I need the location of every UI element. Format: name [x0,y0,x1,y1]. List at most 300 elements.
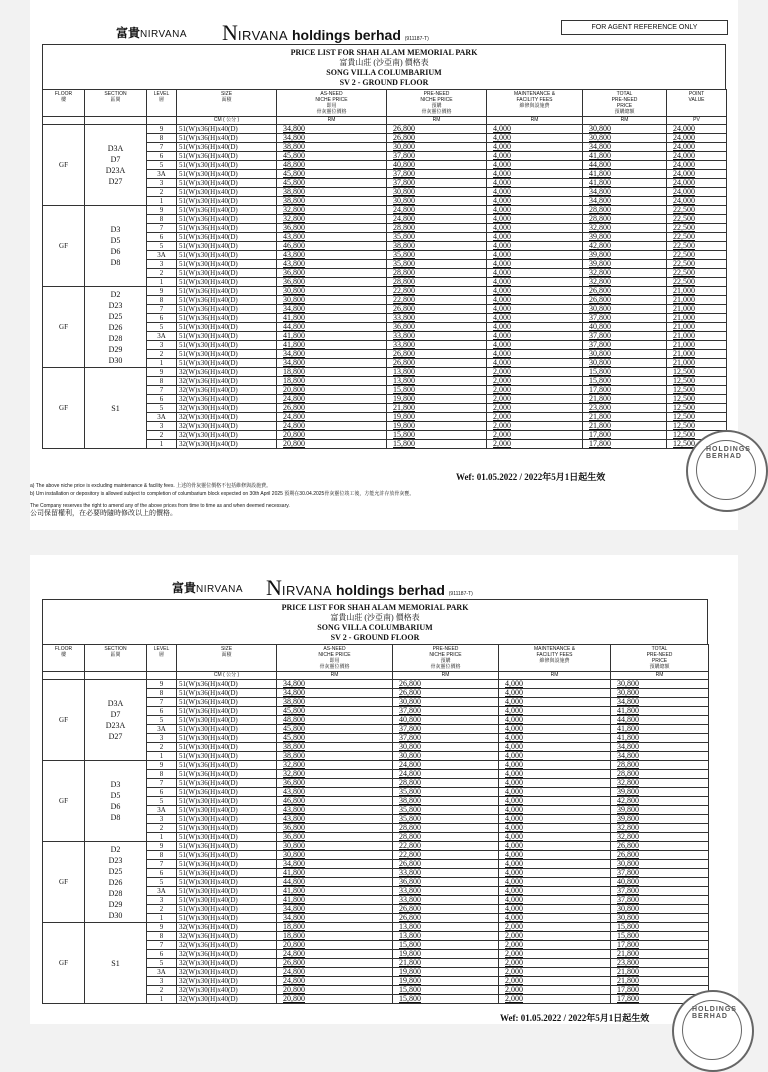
level-cell: 2 [147,743,177,752]
point-value-cell: 12,500 [667,431,727,440]
fugui-nirvana-logo: 富貴NIRVANA [116,26,188,40]
section-code: D25 [108,866,123,876]
level-cell: 7 [147,779,177,788]
size-cell: 51(W)x30(H)x40(D) [177,188,277,197]
pre-need-price-cell: 35,800 [393,788,499,797]
as-need-price-cell: 41,800 [277,869,393,878]
pre-need-price-cell: 35,800 [387,260,487,269]
size-cell: 51(W)x36(H)x40(D) [177,287,277,296]
total-price-cell: 21,800 [611,950,709,959]
maintenance-fee-cell: 4,000 [499,734,611,743]
total-price-cell: 17,800 [583,431,667,440]
unit-row [43,117,727,125]
point-value-cell: 12,500 [667,368,727,377]
point-value-cell: 24,000 [667,188,727,197]
maintenance-fee-cell: 4,000 [499,707,611,716]
level-cell: 5 [147,959,177,968]
as-need-price-cell: 45,800 [277,179,387,188]
section-code: D8 [110,813,121,822]
level-cell: 3 [147,422,177,431]
total-price-cell: 17,800 [611,941,709,950]
total-price-cell: 44,800 [583,161,667,170]
size-cell: 32(W)x36(H)x40(D) [177,386,277,395]
as-need-price-cell: 43,800 [277,788,393,797]
maintenance-fee-cell: 4,000 [499,851,611,860]
level-cell: 6 [147,869,177,878]
total-price-cell: 41,800 [583,152,667,161]
pre-need-price-cell: 15,800 [387,431,487,440]
level-cell: 9 [147,368,177,377]
as-need-price-cell: 32,800 [277,206,387,215]
point-value-cell: 24,000 [667,134,727,143]
point-value-cell: 22,500 [667,224,727,233]
size-cell: 51(W)x36(H)x40(D) [177,305,277,314]
as-need-price-cell: 34,800 [277,350,387,359]
pre-need-price-cell: 21,800 [393,959,499,968]
level-cell: 1 [147,914,177,923]
as-need-price-cell: 44,800 [277,323,387,332]
size-cell: 51(W)x36(H)x40(D) [177,869,277,878]
size-cell: 51(W)x30(H)x40(D) [177,269,277,278]
size-cell: 51(W)x30(H)x40(D) [177,359,277,368]
maintenance-fee-cell: 4,000 [487,287,583,296]
maintenance-fee-cell: 4,000 [499,761,611,770]
as-need-price-cell: 18,800 [277,368,387,377]
pre-need-price-cell: 35,800 [387,233,487,242]
level-cell: 6 [147,707,177,716]
level-cell: 3A [147,413,177,422]
floor-cell: GF [43,923,85,1004]
level-cell: 3A [147,806,177,815]
total-price-cell: 30,800 [611,914,709,923]
size-cell: 32(W)x30(H)x40(D) [177,404,277,413]
size-cell: 32(W)x36(H)x40(D) [177,950,277,959]
maintenance-fee-cell: 4,000 [499,833,611,842]
point-value-cell: 12,500 [667,395,727,404]
maintenance-fee-cell: 4,000 [487,197,583,206]
section-cell [85,125,147,206]
header-total: TOTAL PRE-NEED PRICE 預購總額 [611,645,709,672]
pre-need-price-cell: 37,800 [387,170,487,179]
as-need-price-cell: 18,800 [277,932,393,941]
total-price-cell: 41,800 [583,170,667,179]
section-code: D6 [110,802,121,811]
pre-need-price-cell: 28,800 [387,278,487,287]
total-price-cell: 17,800 [583,440,667,449]
pre-need-price-cell: 22,800 [387,287,487,296]
level-cell: 2 [147,350,177,359]
as-need-price-cell: 45,800 [277,707,393,716]
point-value-cell: 21,000 [667,287,727,296]
size-cell: 51(W)x36(H)x40(D) [177,125,277,134]
pre-need-price-cell: 28,800 [393,779,499,788]
size-cell: 51(W)x36(H)x40(D) [177,788,277,797]
unit-rm: RM [583,117,667,125]
level-cell: 9 [147,923,177,932]
section-code: D23A [105,721,126,730]
level-cell: 2 [147,269,177,278]
maintenance-fee-cell: 2,000 [499,968,611,977]
table-row [43,923,709,932]
pre-need-price-cell: 37,800 [387,179,487,188]
maintenance-fee-cell: 4,000 [487,323,583,332]
section-code: D3A [107,699,124,708]
section-code: D3A [107,144,124,153]
as-need-price-cell: 20,800 [277,995,393,1004]
total-price-cell: 15,800 [611,932,709,941]
pre-need-price-cell: 22,800 [393,842,499,851]
level-cell: 8 [147,215,177,224]
header-preneed: PRE-NEED NICHE PRICE 預購 骨灰靈位價格 [387,90,487,117]
total-price-cell: 37,800 [611,896,709,905]
pre-need-price-cell: 13,800 [393,932,499,941]
level-cell: 3A [147,170,177,179]
pre-need-price-cell: 30,800 [387,143,487,152]
maintenance-fee-cell: 2,000 [487,413,583,422]
size-cell: 51(W)x30(H)x40(D) [177,278,277,287]
pre-need-price-cell: 19,800 [393,968,499,977]
maintenance-fee-cell: 2,000 [499,959,611,968]
total-price-cell: 39,800 [611,815,709,824]
as-need-price-cell: 46,800 [277,242,387,251]
header-maint: MAINTENANCE & FACILITY FEES 維修與設施費 [487,90,583,117]
size-cell: 51(W)x30(H)x40(D) [177,905,277,914]
size-cell: 51(W)x36(H)x40(D) [177,134,277,143]
total-price-cell: 28,800 [583,215,667,224]
total-price-cell: 32,800 [583,278,667,287]
table-row [43,842,709,851]
maintenance-fee-cell: 4,000 [499,743,611,752]
price-list-title-block [42,44,726,89]
level-cell: 8 [147,377,177,386]
pre-need-price-cell: 15,800 [387,440,487,449]
level-cell: 3 [147,734,177,743]
total-price-cell: 28,800 [583,206,667,215]
total-price-cell: 21,800 [611,977,709,986]
level-cell: 3 [147,179,177,188]
pre-need-price-cell: 19,800 [387,395,487,404]
size-cell: 51(W)x30(H)x40(D) [177,161,277,170]
total-price-cell: 40,800 [611,878,709,887]
section-code: D3 [110,780,121,789]
size-cell: 51(W)x36(H)x40(D) [177,851,277,860]
section-cell [85,923,147,1004]
size-cell: 32(W)x36(H)x40(D) [177,932,277,941]
maintenance-fee-cell: 2,000 [499,923,611,932]
point-value-cell: 24,000 [667,197,727,206]
total-price-cell: 37,800 [583,314,667,323]
pre-need-price-cell: 19,800 [387,413,487,422]
floor-cell: GF [43,125,85,206]
company-seal-stamp: HOLDINGS BERHAD [686,430,768,512]
as-need-price-cell: 45,800 [277,734,393,743]
price-table [42,644,709,1004]
as-need-price-cell: 36,800 [277,824,393,833]
floor-cell: GF [43,206,85,287]
total-price-cell: 39,800 [583,260,667,269]
as-need-price-cell: 36,800 [277,779,393,788]
size-cell: 51(W)x30(H)x40(D) [177,752,277,761]
point-value-cell: 12,500 [667,404,727,413]
section-code: D2 [110,289,121,299]
as-need-price-cell: 34,800 [277,914,393,923]
section-cell [85,287,147,368]
as-need-price-cell: 24,800 [277,968,393,977]
as-need-price-cell: 32,800 [277,215,387,224]
maintenance-fee-cell: 2,000 [487,404,583,413]
level-cell: 1 [147,833,177,842]
as-need-price-cell: 41,800 [277,887,393,896]
size-cell: 51(W)x30(H)x40(D) [177,824,277,833]
size-cell: 51(W)x36(H)x40(D) [177,680,277,689]
size-cell: 51(W)x30(H)x40(D) [177,815,277,824]
point-value-cell: 21,000 [667,323,727,332]
total-price-cell: 42,800 [583,242,667,251]
as-need-price-cell: 32,800 [277,761,393,770]
as-need-price-cell: 34,800 [277,125,387,134]
level-cell: 8 [147,932,177,941]
header-preneed: PRE-NEED NICHE PRICE 預購 骨灰靈位價格 [393,645,499,672]
as-need-price-cell: 20,800 [277,440,387,449]
as-need-price-cell: 38,800 [277,698,393,707]
maintenance-fee-cell: 4,000 [499,752,611,761]
total-price-cell: 15,800 [611,923,709,932]
size-cell: 51(W)x36(H)x40(D) [177,770,277,779]
pre-need-price-cell: 22,800 [393,851,499,860]
effective-date: Wef: 01.05.2022 / 2022年5月1日起生效 [500,1013,650,1023]
level-cell: 2 [147,986,177,995]
size-cell: 32(W)x30(H)x40(D) [177,986,277,995]
total-price-cell: 32,800 [611,833,709,842]
floor-cell: GF [43,368,85,449]
maintenance-fee-cell: 4,000 [487,305,583,314]
unit-rm: RM [393,672,499,680]
maintenance-fee-cell: 4,000 [487,179,583,188]
total-price-cell: 41,800 [583,179,667,188]
maintenance-fee-cell: 4,000 [487,341,583,350]
level-cell: 3 [147,341,177,350]
header-maint: MAINTENANCE & FACILITY FEES 維修與設施費 [499,645,611,672]
level-cell: 7 [147,305,177,314]
section-code: D5 [110,236,121,245]
as-need-price-cell: 24,800 [277,422,387,431]
point-value-cell: 22,500 [667,206,727,215]
total-price-cell: 34,800 [611,752,709,761]
section-code: D23 [108,300,123,310]
pre-need-price-cell: 33,800 [393,869,499,878]
size-cell: 51(W)x30(H)x40(D) [177,179,277,188]
header-section: SECTION 區間 [85,90,147,117]
level-cell: 6 [147,395,177,404]
size-cell: 51(W)x30(H)x40(D) [177,251,277,260]
maintenance-fee-cell: 4,000 [487,125,583,134]
point-value-cell: 21,000 [667,296,727,305]
level-cell: 7 [147,143,177,152]
point-value-cell: 24,000 [667,125,727,134]
as-need-price-cell: 43,800 [277,815,393,824]
as-need-price-cell: 18,800 [277,923,393,932]
point-value-cell: 22,500 [667,215,727,224]
maintenance-fee-cell: 4,000 [499,698,611,707]
note-reservation-zh: 公司保留權利，在必要時隨時修改以上的價格。 [30,510,177,517]
total-price-cell: 37,800 [583,341,667,350]
section-cell [85,206,147,287]
as-need-price-cell: 34,800 [277,689,393,698]
title-zh: 富貴山莊 (沙亞南) 價格表 [330,613,420,622]
size-cell: 51(W)x30(H)x40(D) [177,341,277,350]
section-cell [85,761,147,842]
as-need-price-cell: 34,800 [277,305,387,314]
as-need-price-cell: 36,800 [277,224,387,233]
size-cell: 51(W)x30(H)x40(D) [177,197,277,206]
point-value-cell: 22,500 [667,269,727,278]
section-code: D28 [108,888,123,898]
maintenance-fee-cell: 4,000 [499,815,611,824]
as-need-price-cell: 24,800 [277,413,387,422]
section-code: D7 [110,155,121,164]
as-need-price-cell: 38,800 [277,743,393,752]
maintenance-fee-cell: 2,000 [487,377,583,386]
as-need-price-cell: 38,800 [277,752,393,761]
header-floor: FLOOR 樓 [43,645,85,672]
maintenance-fee-cell: 4,000 [487,161,583,170]
title-zh: 富貴山莊 (沙亞南) 價格表 [339,58,429,67]
level-cell: 8 [147,296,177,305]
as-need-price-cell: 45,800 [277,725,393,734]
as-need-price-cell: 36,800 [277,833,393,842]
title-en: PRICE LIST FOR SHAH ALAM MEMORIAL PARK [281,603,469,612]
level-cell: 3A [147,725,177,734]
maintenance-fee-cell: 2,000 [487,431,583,440]
size-cell: 32(W)x36(H)x40(D) [177,395,277,404]
point-value-cell: 21,000 [667,341,727,350]
point-value-cell: 21,000 [667,350,727,359]
total-price-cell: 30,800 [611,689,709,698]
total-price-cell: 32,800 [583,224,667,233]
maintenance-fee-cell: 4,000 [487,134,583,143]
total-price-cell: 39,800 [583,233,667,242]
total-price-cell: 30,800 [611,905,709,914]
size-cell: 32(W)x30(H)x40(D) [177,422,277,431]
size-cell: 32(W)x30(H)x40(D) [177,995,277,1004]
as-need-price-cell: 24,800 [277,395,387,404]
size-cell: 51(W)x30(H)x40(D) [177,734,277,743]
size-cell: 51(W)x36(H)x40(D) [177,761,277,770]
maintenance-fee-cell: 4,000 [487,269,583,278]
level-cell: 9 [147,761,177,770]
maintenance-fee-cell: 4,000 [499,887,611,896]
maintenance-fee-cell: 4,000 [487,170,583,179]
as-need-price-cell: 24,800 [277,950,393,959]
header-level: LEVEL 層 [147,645,177,672]
as-need-price-cell: 32,800 [277,770,393,779]
level-cell: 2 [147,824,177,833]
maintenance-fee-cell: 4,000 [487,350,583,359]
subtitle-floor: SV 2 - GROUND FLOOR [330,633,420,642]
maintenance-fee-cell: 2,000 [487,395,583,404]
pre-need-price-cell: 26,800 [387,359,487,368]
pre-need-price-cell: 35,800 [387,251,487,260]
size-cell: 51(W)x30(H)x40(D) [177,887,277,896]
size-cell: 32(W)x36(H)x40(D) [177,923,277,932]
pre-need-price-cell: 36,800 [387,323,487,332]
level-cell: 3 [147,815,177,824]
point-value-cell: 12,500 [667,377,727,386]
agent-reference-label: FOR AGENT REFERENCE ONLY [561,20,728,35]
total-price-cell: 34,800 [583,188,667,197]
total-price-cell: 34,800 [583,143,667,152]
as-need-price-cell: 43,800 [277,233,387,242]
total-price-cell: 17,800 [611,986,709,995]
pre-need-price-cell: 28,800 [387,269,487,278]
maintenance-fee-cell: 4,000 [487,296,583,305]
maintenance-fee-cell: 2,000 [499,995,611,1004]
total-price-cell: 39,800 [611,788,709,797]
maintenance-fee-cell: 4,000 [487,152,583,161]
size-cell: 51(W)x30(H)x40(D) [177,833,277,842]
total-price-cell: 21,800 [583,395,667,404]
size-cell: 51(W)x30(H)x40(D) [177,914,277,923]
page-header [30,555,738,599]
level-cell: 1 [147,440,177,449]
maintenance-fee-cell: 4,000 [487,206,583,215]
section-cell [85,842,147,923]
unit-rm: RM [277,672,393,680]
pre-need-price-cell: 36,800 [393,878,499,887]
as-need-price-cell: 30,800 [277,842,393,851]
as-need-price-cell: 45,800 [277,170,387,179]
as-need-price-cell: 20,800 [277,986,393,995]
subtitle-floor: SV 2 - GROUND FLOOR [339,78,429,87]
pre-need-price-cell: 15,800 [393,995,499,1004]
unit-rm: RM [487,117,583,125]
total-price-cell: 41,800 [611,725,709,734]
unit-rm: RM [387,117,487,125]
point-value-cell: 12,500 [667,422,727,431]
section-code: D29 [108,344,123,354]
pre-need-price-cell: 19,800 [387,422,487,431]
section-code: D5 [110,791,121,800]
header-size: SIZE 面積 [177,90,277,117]
pre-need-price-cell: 28,800 [387,224,487,233]
pre-need-price-cell: 28,800 [393,824,499,833]
level-cell: 3A [147,332,177,341]
pre-need-price-cell: 26,800 [393,905,499,914]
size-cell: 51(W)x30(H)x40(D) [177,716,277,725]
as-need-price-cell: 34,800 [277,905,393,914]
size-cell: 51(W)x30(H)x40(D) [177,806,277,815]
total-price-cell: 44,800 [611,716,709,725]
as-need-price-cell: 24,800 [277,977,393,986]
level-cell: 9 [147,206,177,215]
size-cell: 51(W)x36(H)x40(D) [177,215,277,224]
maintenance-fee-cell: 4,000 [499,878,611,887]
as-need-price-cell: 34,800 [277,680,393,689]
size-cell: 51(W)x36(H)x40(D) [177,152,277,161]
as-need-price-cell: 44,800 [277,878,393,887]
point-value-cell: 24,000 [667,161,727,170]
total-price-cell: 30,800 [583,359,667,368]
total-price-cell: 15,800 [583,368,667,377]
point-value-cell: 21,000 [667,332,727,341]
table-row [43,368,727,377]
pre-need-price-cell: 13,800 [393,923,499,932]
as-need-price-cell: 41,800 [277,341,387,350]
level-cell: 9 [147,680,177,689]
note-reservation: The Company reserves the right to amend any of the above prices from time to time as and when deemed necessary. [30,503,290,509]
header-level: LEVEL 層 [147,90,177,117]
as-need-price-cell: 41,800 [277,314,387,323]
